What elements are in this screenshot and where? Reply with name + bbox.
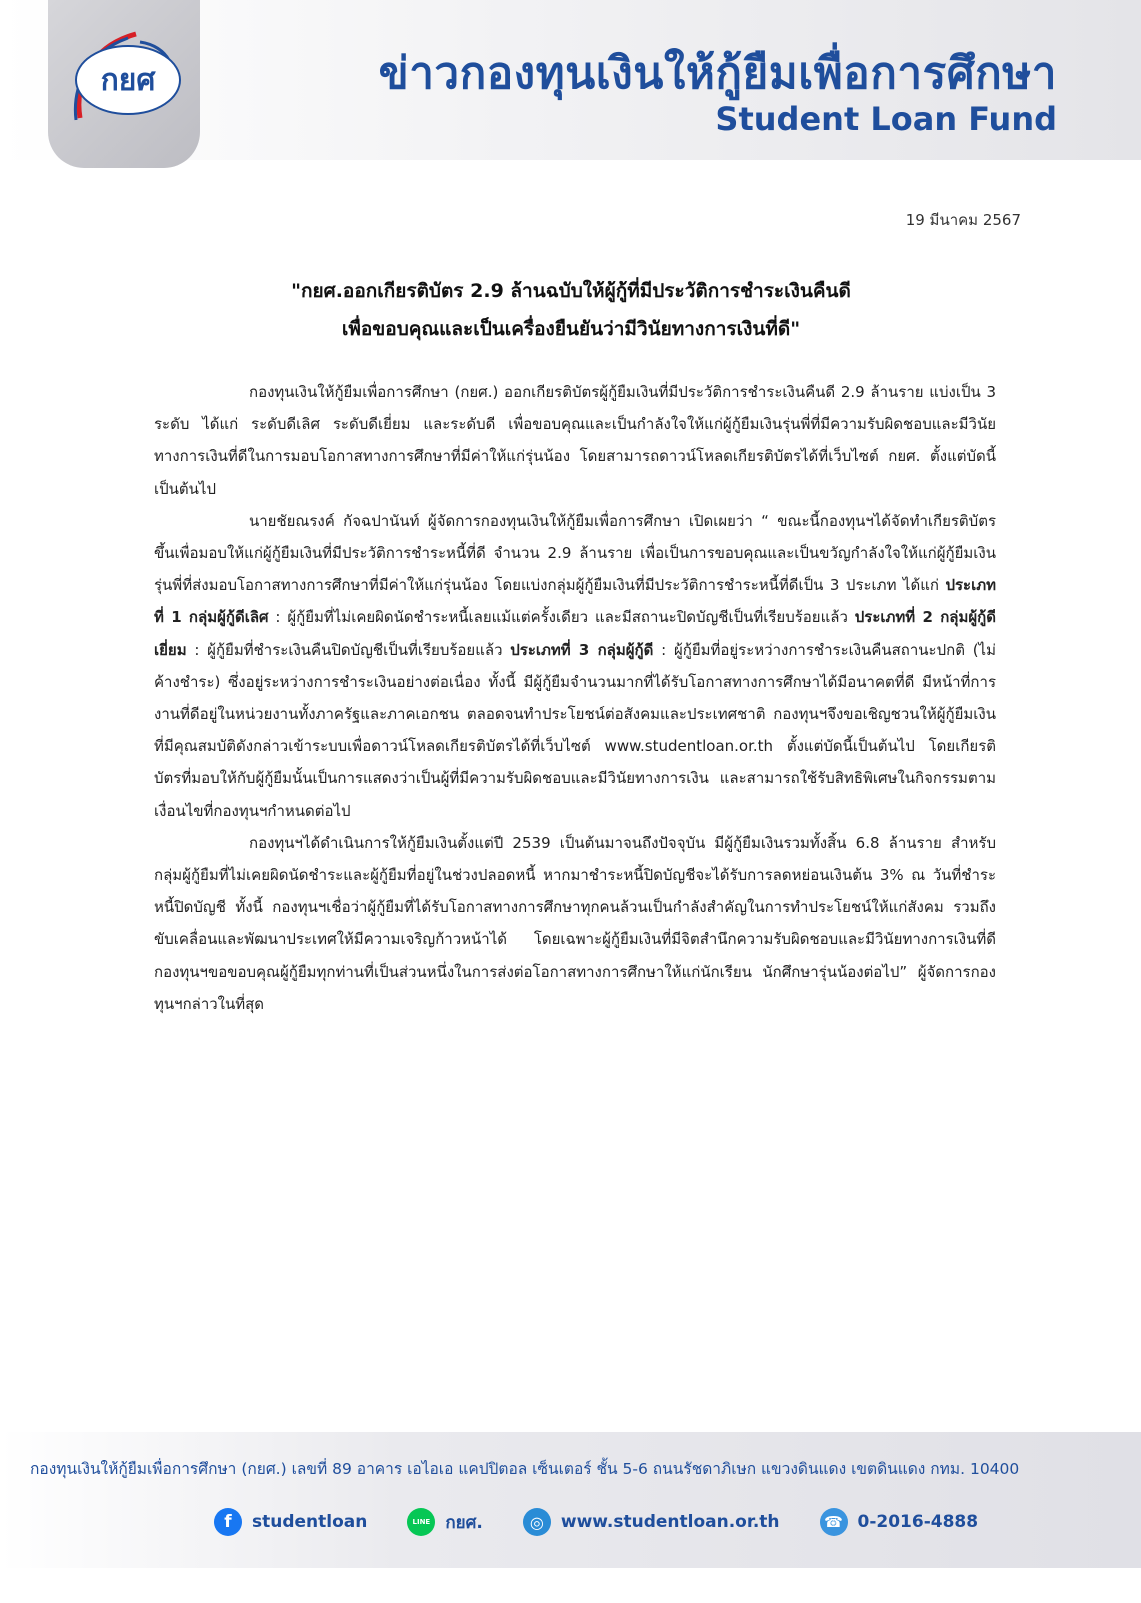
header-title-english: Student Loan Fund <box>715 100 1057 138</box>
footer-address: กองทุนเงินให้กู้ยืมเพื่อการศึกษา (กยศ.) เลขที่ 89 อาคาร เอไอเอ แคปปิตอล เซ็นเตอร์ ชั้น 5-6 ถนนรัชดาภิเษก แขวงดินแดง เขตดินแดง กทม. 10400 <box>30 1460 1020 1478</box>
contact-row <box>214 1508 1018 1536</box>
website-label: www.studentloan.or.th <box>560 1512 780 1532</box>
logo-container <box>48 0 200 168</box>
phone-label: 0-2016-4888 <box>857 1512 979 1532</box>
paragraph-2 <box>154 505 996 827</box>
article-body <box>154 376 996 1020</box>
facebook-icon: f <box>214 1508 242 1536</box>
paragraph-2-text-d: : ผู้กู้ยืมที่ชำระเงินคืนปิดบัญชีเป็นที่เรียบร้อยแล้ว <box>186 640 511 659</box>
globe-icon: ◎ <box>523 1508 551 1536</box>
category-3-label: ประเภทที่ 3 กลุ่มผู้กู้ดี <box>510 640 654 659</box>
paragraph-2-text-c: : ผู้กู้ยืมที่ไม่เคยผิดนัดชำระหนี้เลยแม้แต่ครั้งเดียว และมีสถานะปิดบัญชีเป็นที่เรียบร้อยแล้ว <box>268 608 855 627</box>
paragraph-3: กองทุนฯได้ดำเนินการให้กู้ยืมเงินตั้งแต่ปี 2539 เป็นต้นมาจนถึงปัจจุบัน มีผู้กู้ยืมเงินรวมทั้งสิ้น 6.8 ล้านราย สำหรับกลุ่มผู้กู้ยืมที่ไม่เคยผิดนัดชำระและผู้กู้ยืมที่อยู่ในช่วงปลอดหนี้ หากมาชำระหนี้ปิดบัญชีจะได้รับการลดหย่อนเงินต้น 3% ณ วันที่ชำระหนี้ปิดบัญชี ทั้งนี้ กองทุนฯเชื่อว่าผู้กู้ยืมที่ได้รับโอกาสทางการศึกษาทุกคนล้วนเป็นกำลังสำคัญในการทำประโยชน์ให้แก่สังคม รวมถึงขับเคลื่อนและพัฒนาประเทศให้มีความเจริญก้าวหน้าได้ โดยเฉพาะผู้กู้ยืมเงินที่มีจิตสำนึกความรับผิดชอบและมีวินัยทางการเงินที่ดี กองทุนฯขอขอบคุณผู้กู้ยืมทุกท่านที่เป็นส่วนหนึ่งในการส่งต่อโอกาสทางการศึกษาให้แก่นักเรียน นักศึกษารุ่นน้องต่อไป” ผู้จัดการกองทุนฯกล่าวในที่สุด <box>154 833 996 1013</box>
header-title-thai: ข่าวกองทุนเงินให้กู้ยืมเพื่อการศึกษา <box>378 48 1057 99</box>
line-contact[interactable] <box>407 1508 483 1536</box>
category-2-label: ประเภทที่ 2 กลุ่มผู้กู้ดีเยี่ยม <box>154 608 996 659</box>
press-release-date: 19 มีนาคม 2567 <box>905 211 1021 229</box>
paragraph-2-text-e: : ผู้กู้ยืมที่อยู่ระหว่างการชำระเงินคืนสถานะปกติ (ไม่ค้างชำระ) ซึ่งอยู่ระหว่างการชำระเงินอย่างต่อเนื่อง ทั้งนี้ มีผู้กู้ยืมจำนวนมากที่ได้รับโอกาสทางการศึกษาได้มีอนาคตที่ดี มีหน้าที่การงานที่ดีอยู่ในหน่วยงานทั้งภาครัฐและภาคเอกชน ตลอดจนทำประโยชน์ต่อสังคมและประเทศชาติ กองทุนฯจึงขอเชิญชวนให้ผู้กู้ยืมเงินที่มีคุณสมบัติดังกล่าวเข้าระบบเพื่อดาวน์โหลดเกียรติบัตรได้ที่เว็บไซต์ www.studentloan.or.th ตั้งแต่บัดนี้เป็นต้นไป โดยเกียรติบัตรที่มอบให้กับผู้กู้ยืมนั้นเป็นการแสดงว่าเป็นผู้ที่มีความรับผิดชอบและมีวินัยทางการเงิน และสามารถใช้รับสิทธิพิเศษในกิจกรรมตามเงื่อนไขที่กองทุนฯกำหนดต่อไป <box>154 640 996 820</box>
headline-line-1: "กยศ.ออกเกียรติบัตร 2.9 ล้านฉบับให้ผู้กู้ที่มีประวัติการชำระเงินคืนดี <box>291 280 851 302</box>
headline-line-2: เพื่อขอบคุณและเป็นเครื่องยืนยันว่ามีวินัยทางการเงินที่ดี" <box>341 318 801 340</box>
category-1-label: ประเภทที่ 1 กลุ่มผู้กู้ดีเลิศ <box>154 576 996 627</box>
phone-icon: ☎ <box>820 1508 848 1536</box>
header-banner <box>0 0 1141 160</box>
logo-text: กยศ <box>100 63 156 98</box>
paragraph-2-text-a: นายชัยณรงค์ กัจฉปานันท์ ผู้จัดการกองทุนเงินให้กู้ยืมเพื่อการศึกษา เปิดเผยว่า “ ขณะนี้กองทุนฯได้จัดทำเกียรติบัตรขึ้นเพื่อมอบให้แก่ผู้กู้ยืมเงินที่มีประวัติการชำระหนี้ที่ดี จำนวน 2.9 ล้านราย เพื่อเป็นการขอบคุณและเป็นขวัญกำลังใจให้แก่ผู้กู้ยืมเงินรุ่นพี่ที่ส่งมอบโอกาสทางการศึกษาที่มีค่าให้แก่รุ่นน้อง โดยแบ่งกลุ่มผู้กู้ยืมเงินที่มีประวัติการชำระหนี้ที่ดีเป็น 3 ประเภท ได้แก่ <box>154 511 996 595</box>
facebook-label: studentloan <box>252 1512 368 1532</box>
facebook-contact[interactable] <box>214 1508 367 1536</box>
student-loan-fund-logo-icon <box>58 22 190 134</box>
website-contact[interactable] <box>523 1508 780 1536</box>
paragraph-1: กองทุนเงินให้กู้ยืมเพื่อการศึกษา (กยศ.) ออกเกียรติบัตรผู้กู้ยืมเงินที่มีประวัติการชำระเงินคืนดี 2.9 ล้านราย แบ่งเป็น 3 ระดับ ได้แก่ ระดับดีเลิศ ระดับดีเยี่ยม และระดับดี เพื่อขอบคุณและเป็นกำลังใจให้แก่ผู้กู้ยืมเงินรุ่นพี่ที่มีความรับผิดชอบและมีวินัยทางการเงินที่ดีในการมอบโอกาสทางการศึกษาที่มีค่าให้แก่รุ่นน้อง โดยสามารถดาวน์โหลดเกียรติบัตรได้ที่เว็บไซต์ กยศ. ตั้งแต่บัดนี้เป็นต้นไป <box>154 383 996 498</box>
line-icon: LINE <box>407 1508 435 1536</box>
headline <box>150 272 992 348</box>
phone-contact[interactable] <box>820 1508 979 1536</box>
line-label: กยศ. <box>445 1512 483 1533</box>
footer-banner <box>0 1432 1141 1568</box>
